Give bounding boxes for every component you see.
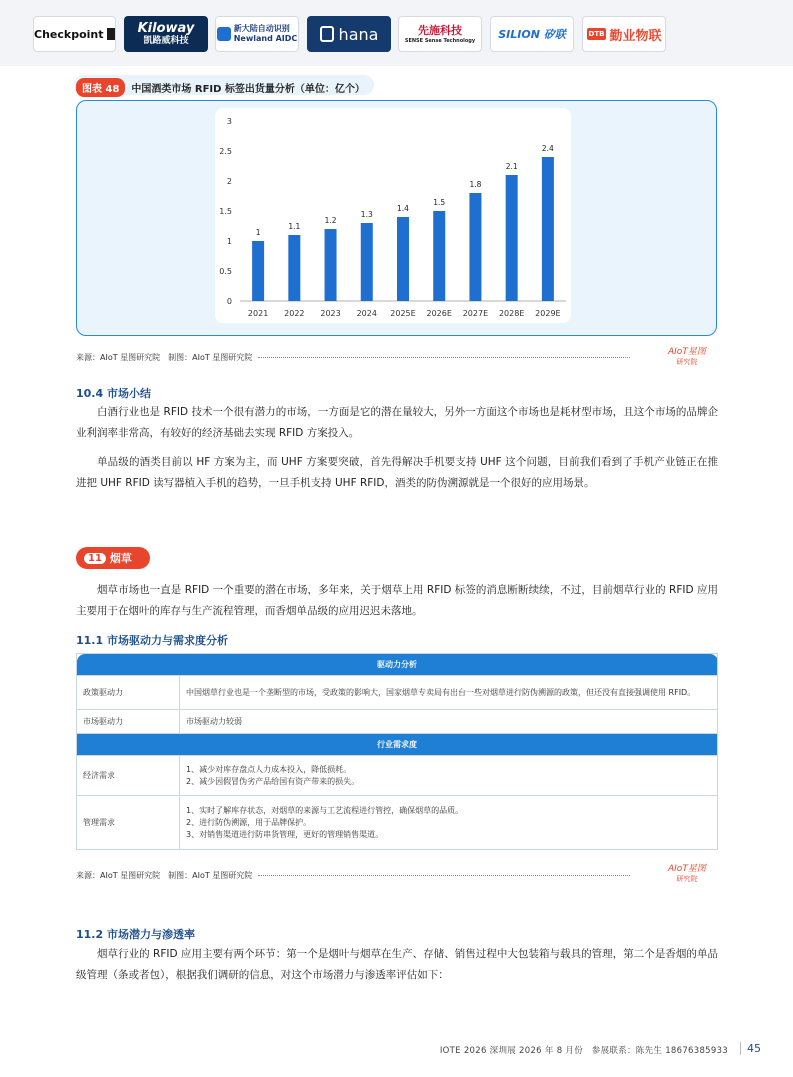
data-label: 1.5 (433, 198, 446, 207)
page-number: 45 (740, 1042, 761, 1055)
section-11-number: 11 (84, 553, 106, 564)
source-line-1 (76, 352, 630, 363)
y-tick-label: 0 (226, 297, 232, 306)
brand-sub-2: 研究院 (676, 875, 698, 883)
row-label-management: 管理需求 (77, 796, 180, 850)
y-tick-label: 2.5 (219, 147, 232, 156)
y-tick-label: 1 (226, 237, 232, 246)
table-band-demand (77, 734, 718, 756)
bar (361, 223, 373, 301)
table-band-driver (77, 654, 718, 676)
newland-logo-en: Newland AIDC (233, 34, 298, 43)
heading-10-4: 10.4 市场小结 (76, 387, 151, 400)
paragraph-11-2-1: 烟草行业的 RFID 应用主要有两个环节：第一个是烟叶与烟草在生产、存储、销售过程中大包装箱与载具的管理，第二个是香烟的单品级管理（条或者包），根据我们调研的信息，对这个市场潜力与渗透率评估如下： (76, 948, 718, 981)
source-line-2 (76, 870, 630, 881)
table-row (77, 676, 718, 710)
checkpoint-logo-text: Checkpoint (34, 27, 104, 41)
band-driver-label: 驱动力分析 (77, 654, 718, 676)
source-dots-2 (258, 875, 630, 876)
brand-mark-2 (668, 864, 706, 884)
brand-mark-1 (668, 347, 706, 367)
row-text-economic (180, 756, 718, 796)
x-tick-label: 2029E (535, 309, 561, 318)
hana-logo-text: hana (338, 24, 379, 44)
footer-text: IOTE 2026 深圳展 2026 年 8 月份 参展联系：陈先生 18676385933 (439, 1046, 728, 1056)
row-text-policy: 中国烟草行业也是一个垄断型的市场，受政策的影响大，国家烟草专卖局有出台一些对烟草进行防伪溯源的政策，但还没有直接强调使用 RFID。 (180, 676, 718, 710)
x-tick-label: 2028E (498, 309, 525, 318)
sense-logo-cn: 先施科技 (418, 23, 462, 37)
paragraph-10-4-1: 白酒行业也是 RFID 技术一个很有潜力的市场，一方面是它的潜在量较大，另外一方面这个市场也是耗材型市场，且这个市场的品牌企业利润率非常高，有较好的经济基础去实现 RFID 方案投入。 (76, 406, 718, 439)
x-tick-label: 2022 (284, 309, 305, 318)
section-11-badge (76, 547, 150, 569)
bar (433, 211, 445, 301)
row-label-economic: 经济需求 (77, 756, 180, 796)
y-tick-label: 1.5 (219, 207, 232, 216)
data-label: 2.1 (505, 162, 518, 171)
table-row (77, 796, 718, 850)
paragraph-10-4-2: 单品级的酒类目前以 HF 方案为主，而 UHF 方案要突破，首先得解决手机要支持 UHF 这个问题，目前我们看到了手机产业链正在推进把 UHF RFID 读写器植入手机的趋势，一旦手机支持 UHF RFID，酒类的防伪溯源就是一个很好的应用场景。 (76, 456, 718, 489)
brand-sub-1: 研究院 (676, 358, 698, 366)
bar-chart (0, 0, 793, 340)
table-row (77, 756, 718, 796)
y-tick-label: 3 (226, 117, 232, 126)
kiloway-logo-cn: 凯路威科技 (143, 36, 189, 46)
brand-name-1: AIoT星图 (668, 347, 706, 357)
table-row (77, 710, 718, 734)
x-tick-label: 2027E (462, 309, 489, 318)
x-tick-label: 2025E (390, 309, 416, 318)
y-tick-label: 0.5 (219, 267, 232, 276)
data-label: 1 (255, 228, 261, 237)
data-label: 1.3 (360, 210, 373, 219)
driver-table (76, 653, 718, 850)
bar (542, 157, 554, 301)
figure-badge: 图表 48 (76, 78, 125, 97)
management-line-1: 1、实时了解库存状态，对烟草的来源与工艺流程进行管控，确保烟草的品质。 (186, 805, 464, 815)
economic-line-1: 1、减少对库存盘点人力成本投入，降低损耗。 (186, 764, 352, 774)
economic-line-2: 2、减少因假冒伪劣产品给国有资产带来的损失。 (186, 776, 360, 786)
x-tick-label: 2021 (247, 309, 269, 318)
y-tick-label: 2 (226, 177, 232, 186)
band-demand-label: 行业需求度 (77, 734, 718, 756)
section-11-title: 烟草 (109, 552, 132, 565)
heading-11-1: 11.1 市场驱动力与需求度分析 (76, 634, 228, 647)
brand-name-2: AIoT星图 (668, 864, 706, 874)
data-label: 1.1 (288, 222, 301, 231)
bar (325, 229, 337, 301)
x-tick-label: 2024 (356, 309, 377, 318)
x-tick-label: 2026E (426, 309, 452, 318)
newland-logo-cn: 新大陆自动识别 (233, 24, 290, 33)
row-text-management (180, 796, 718, 850)
bar (252, 241, 264, 301)
bar (397, 217, 409, 301)
row-text-market: 市场驱动力较弱 (180, 710, 718, 734)
source-dots-1 (258, 357, 630, 358)
dtb-logo-cn: 勤业物联 (609, 28, 662, 44)
bar (288, 235, 300, 301)
source-text-2: 来源：AIoT 星图研究院 制图：AIoT 星图研究院 (76, 871, 253, 880)
data-label: 1.4 (397, 204, 409, 213)
management-line-3: 3、对销售渠道进行防串货管理，更好的管理销售渠道。 (186, 829, 384, 839)
x-tick-label: 2023 (320, 309, 341, 318)
kiloway-logo-text: Kiloway (137, 21, 195, 36)
bar (469, 193, 481, 301)
sense-logo-en: SENSE Sense Technology (404, 37, 476, 44)
paragraph-11-1: 烟草市场也一直是 RFID 一个重要的潜在市场，多年来，关于烟草上用 RFID 标签的消息断断续续，不过，目前烟草行业的 RFID 应用主要用于在烟叶的库存与生产流程管理，而香烟单品级的应用迟迟未落地。 (76, 584, 718, 617)
data-label: 1.2 (324, 216, 337, 225)
management-line-2: 2、进行防伪溯源，用于品牌保护。 (186, 817, 312, 827)
source-text-1: 来源：AIoT 星图研究院 制图：AIoT 星图研究院 (76, 353, 253, 362)
dtb-mark: DTB (588, 30, 605, 38)
data-label: 2.4 (541, 144, 554, 153)
heading-11-2: 11.2 市场潜力与渗透率 (76, 928, 195, 941)
figure-title: 中国酒类市场 RFID 标签出货量分析（单位：亿个） (131, 84, 365, 95)
row-label-market: 市场驱动力 (77, 710, 180, 734)
row-label-policy: 政策驱动力 (77, 676, 180, 710)
bar (506, 175, 518, 301)
data-label: 1.8 (469, 180, 482, 189)
silion-logo-text: SILION 矽联 (498, 28, 566, 41)
